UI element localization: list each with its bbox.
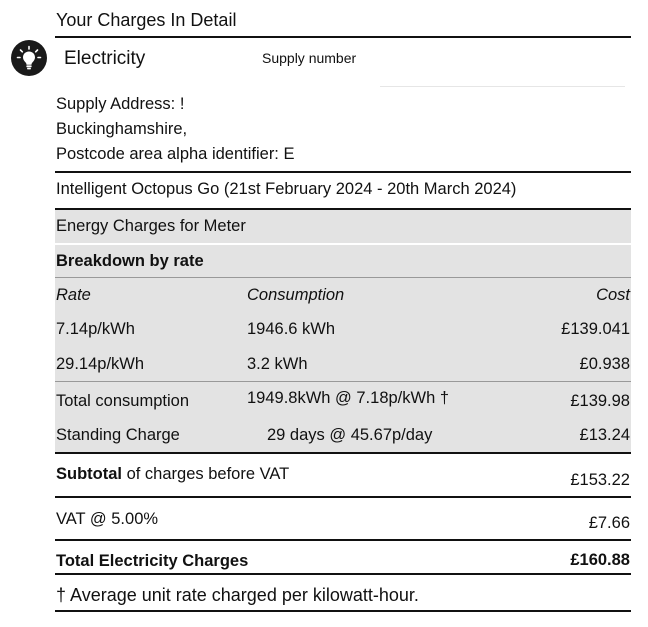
- subtotal-rule: [55, 496, 631, 498]
- standing-charge-cost: £13.24: [579, 426, 630, 444]
- row-1-cost: £139.041: [561, 320, 630, 338]
- row-1-consumption: 1946.6 kWh: [247, 320, 336, 338]
- footnote-rule: [55, 610, 631, 612]
- supply-address: Supply Address: !: [56, 95, 185, 113]
- heading-rule: [55, 36, 631, 38]
- total-label: Total Electricity Charges: [56, 552, 249, 570]
- row-1-rate: 7.14p/kWh: [56, 320, 135, 338]
- rates-rule: [55, 381, 631, 382]
- meter-title: Energy Charges for Meter: [56, 217, 246, 235]
- meter-title-divider: [55, 243, 631, 245]
- subtotal-label-bold: Subtotal: [56, 465, 122, 483]
- subtotal-label-rest: of charges before VAT: [122, 465, 290, 483]
- vat-value: £7.66: [588, 514, 630, 532]
- row-2-rate: 29.14p/kWh: [56, 355, 145, 373]
- standing-charge-value: 29 days @ 45.67p/day: [267, 426, 433, 444]
- supply-number-underline: [380, 86, 625, 87]
- total-consumption-label: Total consumption: [56, 392, 189, 410]
- lightbulb-icon: [11, 40, 47, 76]
- vat-rule: [55, 539, 631, 541]
- page-title: Your Charges In Detail: [56, 10, 237, 30]
- column-consumption: Consumption: [247, 286, 345, 304]
- meter-table-rule: [55, 452, 631, 454]
- total-consumption-value: 1949.8kWh @ 7.18p/kWh †: [247, 389, 450, 407]
- subtotal-label: [56, 465, 289, 484]
- section-title: Electricity: [64, 48, 146, 69]
- total-rule: [55, 573, 631, 575]
- breakdown-rule: [55, 277, 631, 278]
- breakdown-title: Breakdown by rate: [56, 252, 204, 270]
- total-consumption-cost: £139.98: [570, 392, 630, 410]
- standing-charge-label: Standing Charge: [56, 426, 180, 444]
- row-2-cost: £0.938: [579, 355, 630, 373]
- row-2-consumption: 3.2 kWh: [247, 355, 308, 373]
- footnote: † Average unit rate charged per kilowatt-hour.: [56, 585, 419, 605]
- postcode-area: Postcode area alpha identifier: E: [56, 145, 295, 163]
- meter-table-background: [55, 210, 631, 452]
- subtotal-value: £153.22: [570, 471, 630, 489]
- column-rate: Rate: [56, 286, 91, 304]
- total-value: £160.88: [570, 551, 630, 569]
- address-county: Buckinghamshire,: [56, 120, 188, 138]
- column-cost: Cost: [596, 286, 630, 304]
- supply-number-label: Supply number: [262, 50, 357, 66]
- address-rule: [55, 171, 631, 173]
- tariff-period: Intelligent Octopus Go (21st February 2024 - 20th March 2024): [56, 180, 517, 198]
- lightbulb-svg: [11, 40, 47, 76]
- vat-label: VAT @ 5.00%: [56, 510, 159, 528]
